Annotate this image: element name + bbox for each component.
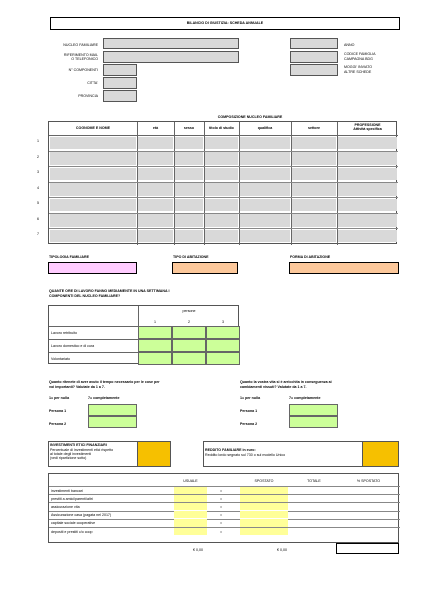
tipologia-label: TIPOLOGIA FAMILIARE: [49, 255, 89, 259]
member-6-cell-3[interactable]: [175, 214, 204, 227]
member-7-cell-1[interactable]: [50, 230, 137, 243]
header-sesso: sesso: [183, 126, 195, 130]
member-5-cell-6[interactable]: [292, 199, 337, 212]
member-1-cell-7[interactable]: [338, 137, 398, 150]
member-5-cell-7[interactable]: [338, 199, 398, 212]
member-2-cell-5[interactable]: [240, 152, 291, 165]
member-4-cell-4[interactable]: [205, 183, 239, 196]
life-scale-low: 1= per nulla: [240, 396, 261, 400]
moggi-field[interactable]: [290, 64, 338, 76]
invest-spostato-field[interactable]: [240, 495, 288, 502]
life-persona-2: Persona 2: [240, 422, 258, 426]
member-row-number: 1: [37, 139, 39, 143]
life-question-1: Quanto la vostra vita si è arricchita in conseguenza ai: [240, 380, 332, 384]
member-3-cell-3[interactable]: [175, 168, 204, 181]
label-anno: ANNO: [344, 43, 355, 47]
member-5-cell-2[interactable]: [138, 199, 174, 212]
hours-col-3: 3: [222, 320, 224, 324]
invest-table: [48, 473, 399, 543]
income-title: REDDITO FAMILIARE in euro:: [205, 448, 256, 452]
tipo-abitazione-label: TIPO DI ABITAZIONE: [173, 255, 209, 259]
income-field[interactable]: [362, 441, 399, 467]
life-scale-high: 7= completamente: [289, 396, 321, 400]
member-6-cell-5[interactable]: [240, 214, 291, 227]
hours-question-2: COMPONENTI DEL NUCLEO FAMILIARE?: [49, 294, 121, 298]
member-6-cell-6[interactable]: [292, 214, 337, 227]
invest-spostato-field[interactable]: [240, 487, 288, 494]
member-2-cell-1[interactable]: [50, 152, 137, 165]
label-mail: RIFERIMENTO MAIL: [63, 53, 98, 57]
member-row-number: 5: [37, 201, 39, 205]
time-question-1: Quanto ritenete di aver avuto il tempo necessario per le cose per: [49, 380, 160, 384]
equals-sign: =: [219, 521, 223, 526]
member-3-cell-2[interactable]: [138, 168, 174, 181]
mail-field[interactable]: [103, 51, 239, 63]
col-totale: TOTALE: [307, 479, 321, 483]
member-row-number: 4: [37, 185, 39, 190]
member-row-number: 7: [37, 232, 39, 236]
forma-abitazione-label: FORMA DI ABITAZIONE: [290, 255, 331, 259]
life-persona-2-field[interactable]: [289, 416, 338, 428]
invest-line-3: (vedi ripartizione sotto): [50, 456, 87, 460]
member-1-cell-3[interactable]: [175, 137, 204, 150]
provincia-field[interactable]: [103, 90, 137, 102]
hours-row-domestico: Lavoro domestico e di cura: [51, 344, 95, 348]
member-6-cell-1[interactable]: [50, 214, 137, 227]
member-5-cell-5[interactable]: [240, 199, 291, 212]
member-2-cell-4[interactable]: [205, 152, 239, 165]
invest-title: INVESTIMENTI ETICI FINANZIARI: [50, 443, 107, 447]
header-eta: età: [152, 126, 159, 130]
hours-cell-1-2[interactable]: [172, 326, 206, 339]
member-1-cell-4[interactable]: [205, 137, 239, 150]
life-question-2: cambiamenti vissuti? Valutate da 1 a 7.: [240, 385, 307, 389]
member-4-cell-3[interactable]: [175, 183, 204, 196]
member-4-cell-5[interactable]: [240, 183, 291, 196]
hours-cell-2-3[interactable]: [206, 339, 240, 352]
hours-cell-2-1[interactable]: [138, 339, 172, 352]
total-usuale: € 0,00: [193, 548, 203, 552]
hours-row-retribuito: Lavoro retribuito: [51, 331, 77, 335]
hours-col-2: 2: [188, 320, 190, 324]
member-4-cell-6[interactable]: [292, 183, 337, 196]
invest-usuale-field[interactable]: [174, 495, 207, 502]
member-7-cell-7[interactable]: [338, 230, 398, 243]
header-titolo: titolo di studio: [209, 126, 234, 130]
hours-row-volontariato: Volontariato: [51, 357, 70, 361]
invest-spostato-field[interactable]: [240, 519, 288, 526]
invest-usuale-field[interactable]: [174, 528, 207, 535]
invest-usuale-field[interactable]: [174, 503, 207, 510]
hours-cell-3-3[interactable]: [206, 352, 240, 365]
time-persona-2-field[interactable]: [88, 416, 137, 428]
label-altre: ALTRE SCHEDE: [344, 70, 372, 74]
invest-row-label: assicurazione vita: [51, 504, 80, 509]
life-persona-1: Persona 1: [240, 409, 258, 413]
member-2-cell-6[interactable]: [292, 152, 337, 165]
member-3-cell-4[interactable]: [205, 168, 239, 181]
composition-grid: [48, 121, 397, 244]
invest-percent-field[interactable]: [137, 441, 171, 467]
invest-row-label: capitale sociale cooperative: [51, 521, 96, 526]
life-persona-1-field[interactable]: [289, 404, 338, 416]
member-6-cell-7[interactable]: [338, 214, 398, 227]
member-2-cell-2[interactable]: [138, 152, 174, 165]
nucleo-field[interactable]: [103, 38, 239, 49]
member-1-cell-6[interactable]: [292, 137, 337, 150]
member-6-cell-4[interactable]: [205, 214, 239, 227]
col-usuale: USUALE: [183, 479, 198, 483]
time-persona-1-field[interactable]: [88, 404, 137, 416]
member-4-cell-7[interactable]: [338, 183, 398, 196]
invest-usuale-field[interactable]: [174, 511, 207, 518]
hours-cell-3-2[interactable]: [172, 352, 206, 365]
equals-sign: =: [219, 496, 223, 501]
member-7-cell-4[interactable]: [205, 230, 239, 243]
equals-sign: =: [219, 513, 223, 518]
label-codice: CODICE FAMIGLIA: [344, 52, 376, 56]
time-question-2: voi importanti? Valutate da 1 a 7.: [49, 385, 105, 389]
member-2-cell-7[interactable]: [338, 152, 398, 165]
label-provincia: PROVINCIA: [78, 94, 98, 98]
label-nucleo: NUCLEO FAMILIARE: [63, 43, 98, 47]
label-citta: CITTA': [87, 81, 98, 85]
member-5-cell-1[interactable]: [50, 199, 137, 212]
income-line-1: Reddito lordo segnato sul 730 o sul modello Unico: [205, 453, 286, 457]
member-1-cell-5[interactable]: [240, 137, 291, 150]
hours-question-1: QUANTE ORE DI LAVORO FANNO MEDIAMENTE IN UNA SETTIMANA I: [49, 289, 170, 293]
header-cognome: COGNOME E NOME: [75, 126, 111, 130]
time-persona-2: Persona 2: [49, 422, 67, 426]
anno-field[interactable]: [290, 38, 338, 49]
total-spostato: € 0,00: [277, 548, 287, 552]
member-4-cell-2[interactable]: [138, 183, 174, 196]
invest-spostato-field[interactable]: [240, 528, 288, 535]
hours-cell-1-3[interactable]: [206, 326, 240, 339]
member-7-cell-2[interactable]: [138, 230, 174, 243]
label-telefonico: O TELEFONICO: [71, 57, 98, 61]
member-3-cell-6[interactable]: [292, 168, 337, 181]
equals-sign: =: [219, 529, 223, 534]
page-title: BILANCIO DI GIUSTIZIA: SCHEDA ANNUALE: [186, 21, 264, 25]
invest-row-label: Assicurazione casa (pagata nel 2017): [51, 513, 112, 518]
member-5-cell-3[interactable]: [175, 199, 204, 212]
member-row-number: 6: [37, 216, 39, 221]
invest-usuale-field[interactable]: [174, 519, 207, 526]
hours-cell-2-2[interactable]: [172, 339, 206, 352]
invest-row-label: prestiti a amici/parenti/altri: [51, 496, 93, 501]
invest-row-label: investimenti bancari: [51, 488, 83, 493]
hours-cell-1-1[interactable]: [138, 326, 172, 339]
member-7-cell-5[interactable]: [240, 230, 291, 243]
member-2-cell-3[interactable]: [175, 152, 204, 165]
label-campagna: CAMPAGNA BDG: [344, 57, 373, 61]
member-3-cell-5[interactable]: [240, 168, 291, 181]
time-scale-high: 7= completamente: [88, 396, 120, 400]
hours-col-1: 1: [154, 320, 156, 324]
persone-label: persone: [182, 309, 196, 313]
hours-table: [48, 305, 239, 364]
member-3-cell-1[interactable]: [50, 168, 137, 181]
member-3-cell-7[interactable]: [338, 168, 398, 181]
hours-cell-3-1[interactable]: [138, 352, 172, 365]
col-spostato: SPOSTATO: [254, 479, 274, 483]
label-componenti: N° COMPONENTI: [68, 68, 98, 72]
member-5-cell-4[interactable]: [205, 199, 239, 212]
label-moggi: MOGGI' INVIATO: [344, 65, 373, 69]
member-1-cell-1[interactable]: [50, 137, 137, 150]
header-qualifica: qualifica: [257, 126, 273, 130]
tipologia-field[interactable]: [48, 262, 137, 274]
member-7-cell-3[interactable]: [175, 230, 204, 243]
componenti-field[interactable]: [103, 64, 137, 76]
invest-line-2: al totale degli investimenti: [50, 452, 92, 456]
time-scale-low: 1= per nulla: [49, 396, 70, 400]
member-row-number: 3: [37, 170, 39, 174]
member-6-cell-2[interactable]: [138, 214, 174, 227]
total-perc-field[interactable]: [336, 543, 399, 554]
invest-spostato-field[interactable]: [240, 503, 288, 510]
member-1-cell-2[interactable]: [138, 137, 174, 150]
equals-sign: =: [219, 488, 223, 493]
header-attivita: Attività specifica: [353, 127, 382, 131]
col-perc-spostato: % SPOSTATO: [356, 479, 381, 483]
citta-field[interactable]: [103, 77, 137, 89]
invest-usuale-field[interactable]: [174, 487, 207, 494]
header-professione: PROFESSIONE: [354, 123, 381, 127]
member-7-cell-6[interactable]: [292, 230, 337, 243]
forma-abitazione-field[interactable]: [289, 262, 399, 274]
member-4-cell-1[interactable]: [50, 183, 137, 196]
header-settore: settore: [308, 126, 320, 130]
tipo-abitazione-field[interactable]: [172, 262, 238, 274]
composition-title: COMPOSIZIONE NUCLEO FAMILIARE: [217, 115, 283, 119]
codice-field[interactable]: [290, 51, 338, 63]
equals-sign: =: [219, 504, 223, 509]
invest-row-label: depositi e prestiti c/o coop: [51, 529, 93, 534]
invest-spostato-field[interactable]: [240, 511, 288, 518]
time-persona-1: Persona 1: [49, 409, 67, 413]
member-row-number: 2: [37, 154, 39, 159]
invest-line-1: Percentuale di investimenti etici rispetto: [50, 448, 114, 452]
